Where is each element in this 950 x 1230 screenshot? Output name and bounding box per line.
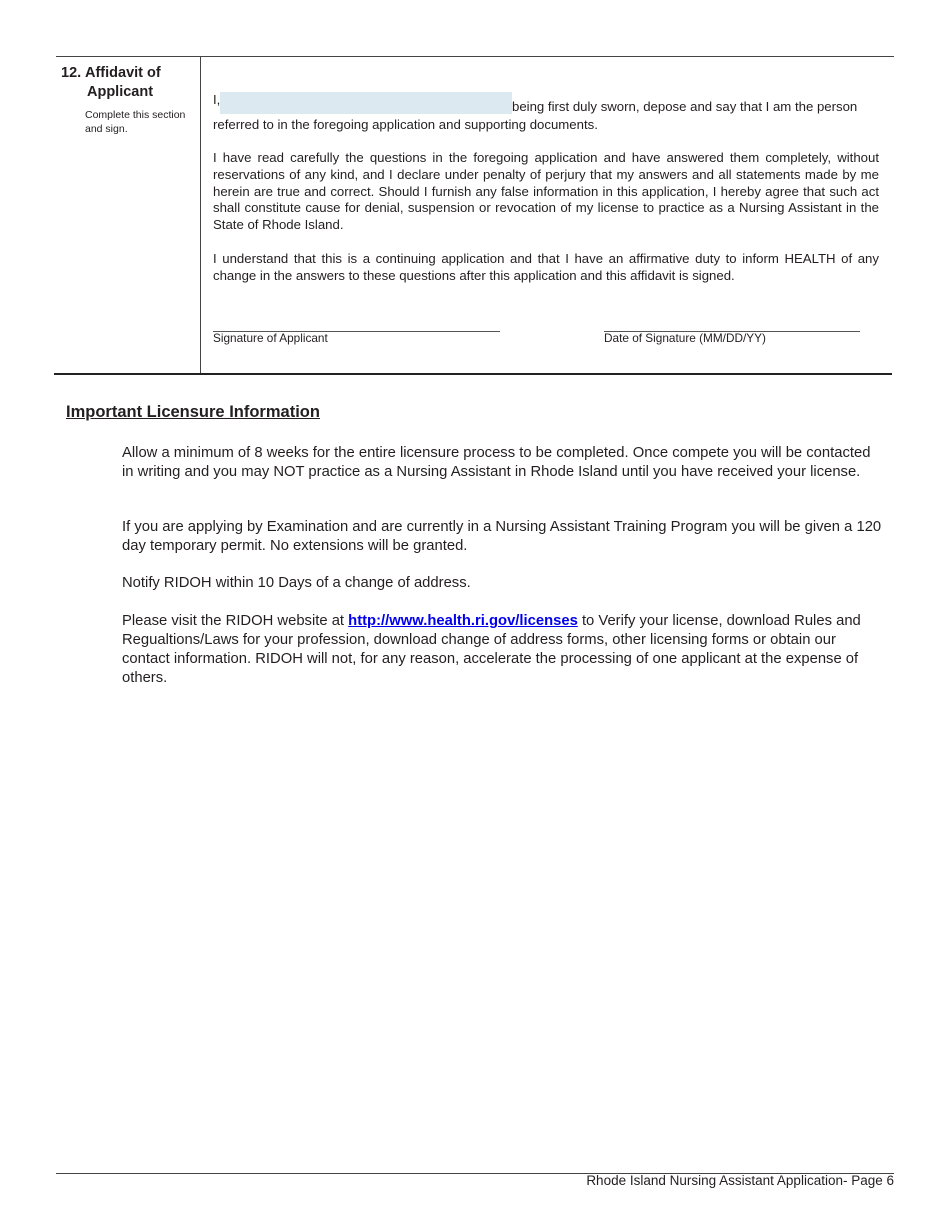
signature-label: Signature of Applicant <box>213 331 328 345</box>
applicant-name-input[interactable] <box>220 92 512 114</box>
ridoh-license-link[interactable]: http://www.health.ri.gov/licenses <box>348 613 578 629</box>
affidavit-prefix: I, <box>213 92 221 107</box>
affidavit-paragraph-3: I understand that this is a continuing application and that I have an affirmative duty to inform HEALTH of any change in the answers to these questions after this application and this affidavit is signed. <box>213 251 879 283</box>
date-signature-label: Date of Signature (MM/DD/YY) <box>604 331 766 345</box>
footer-page-label: Rhode Island Nursing Assistant Application- Page 6 <box>586 1173 894 1188</box>
info-p4-after: to Verify your license, download Rules and Regualtions/Laws for your profession, download change of address forms, other licensing forms or obtain our contact information. RIDOH will not, for any reason, accelerate the processing of one applicant at the expense of others. <box>122 613 861 686</box>
affidavit-line2: referred to in the foregoing application and supporting documents. <box>213 117 598 132</box>
section-title-line2: Applicant <box>87 84 154 100</box>
info-paragraph-1: Allow a minimum of 8 weeks for the entire licensure process to be completed. Once compete you will be contacted in writing and you may NOT practice as a Nursing Assistant in Rhode Island until you have received your license. <box>122 445 871 480</box>
section-instruction: Complete this section and sign. <box>85 109 186 135</box>
section-title <box>61 64 201 102</box>
info-p4-before: Please visit the RIDOH website at <box>122 613 349 629</box>
top-divider <box>56 56 894 57</box>
info-paragraph-4 <box>122 612 882 688</box>
info-paragraph-2: If you are applying by Examination and are currently in a Nursing Assistant Training Program you will be given a 120 day temporary permit. No extensions will be granted. <box>122 519 882 554</box>
section-column-divider <box>200 57 201 374</box>
licensure-info-heading: Important Licensure Information <box>66 403 320 421</box>
info-paragraph-3: Notify RIDOH within 10 Days of a change of address. <box>122 575 471 591</box>
affidavit-paragraph-2: I have read carefully the questions in the foregoing application and have answered them completely, without reservations of any kind, and I declare under penalty of perjury that my answers and all statements made by me herein are true and correct. Should I furnish any false information in this application, I hereby agree that such act shall constitute cause for denial, suspension or revocation of my license to practice as a Nursing Assistant in the State of Rhode Island. <box>213 150 879 233</box>
affidavit-line1-suffix: being first duly sworn, depose and say that I am the person <box>512 99 858 114</box>
section-number: 12. <box>61 65 82 81</box>
section-bottom-divider <box>54 373 892 375</box>
section-title-line1: Affidavit of <box>85 65 161 81</box>
